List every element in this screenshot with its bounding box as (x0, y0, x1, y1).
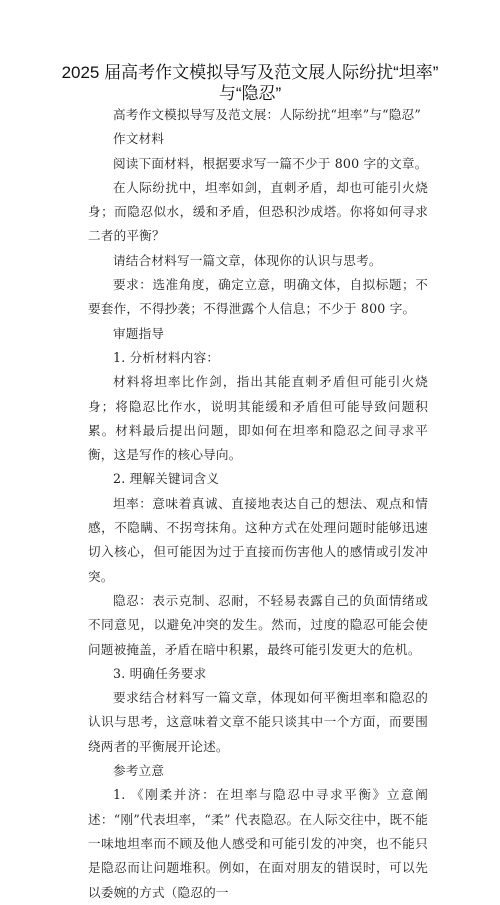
subheading-keywords: 2. 理解关键词含义 (113, 471, 220, 487)
task-paragraph: 请结合材料写一篇文章，体现你的认识与思考。 (113, 252, 382, 268)
subtitle-line: 高考作文模拟导写及范文展：人际纷扰“坦率”与“隐忍” (113, 107, 422, 122)
subheading-task: 3. 明确任务要求 (113, 665, 207, 681)
analysis-paragraph: 材料将坦率比作剑，指出其能直刺矛盾但可能引火烧身；将隐忍比作水，说明其能缓和矛盾但可能导致问题积累。材料最后提出问题，即如何在坦率和隐忍之间寻求平衡，这是写作的核心导向。 (88, 374, 428, 463)
title-line-2: 与“隐忍” (218, 84, 282, 103)
section-heading-material: 作文材料 (113, 131, 165, 147)
subheading-analysis: 1. 分析材料内容： (113, 349, 220, 365)
requirements-paragraph: 要求：选准角度，确定立意，明确文体，自拟标题；不要套作，不得抄袭；不得泄露个人信息；不少于 800 字。 (88, 277, 428, 317)
section-heading-reference: 参考立意 (113, 763, 165, 779)
section-heading-guidance: 审题指导 (113, 325, 165, 341)
instruction-paragraph: 阅读下面材料，根据要求写一篇不少于 800 字的文章。 (113, 155, 428, 171)
reference-idea-paragraph: 1. 《刚柔并济：在坦率与隐忍中寻求平衡》立意阐述：“刚”代表坦率，“柔” 代表隐忍。在人际交往中，既不能一味地坦率而不顾及他人感受和可能引发的冲突，也不能只是隐忍而让问题堆积。例如，在面对朋友的错误时，可以先以委婉的方式（隐忍的一 (88, 787, 428, 900)
document-body (88, 103, 428, 905)
title-line-1: 2025 届高考作文模拟导写及范文展人际纷扰“坦率” (61, 63, 439, 82)
keyword-forbearance-paragraph: 隐忍：表示克制、忍耐，不轻易表露自己的负面情绪或不同意见，以避免冲突的发生。然而，过度的隐忍可能会使问题被掩盖，矛盾在暗中积累，最终可能引发更大的危机。 (88, 592, 428, 657)
document-title (60, 62, 440, 104)
task-requirement-paragraph: 要求结合材料写一篇文章，体现如何平衡坦率和隐忍的认识与思考，这意味着文章不能只谈其中一个方面，而要围绕两者的平衡展开论述。 (88, 690, 428, 754)
material-paragraph: 在人际纷扰中，坦率如剑，直刺矛盾，却也可能引火烧身；而隐忍似水，缓和矛盾，但恐积沙成塔。你将如何寻求二者的平衡？ (88, 179, 428, 244)
keyword-candor-paragraph: 坦率：意味着真诚、直接地表达自己的想法、观点和情感，不隐瞒、不拐弯抹角。这种方式在处理问题时能够迅速切入核心，但可能因为过于直接而伤害他人的感情或引发冲突。 (88, 495, 428, 584)
